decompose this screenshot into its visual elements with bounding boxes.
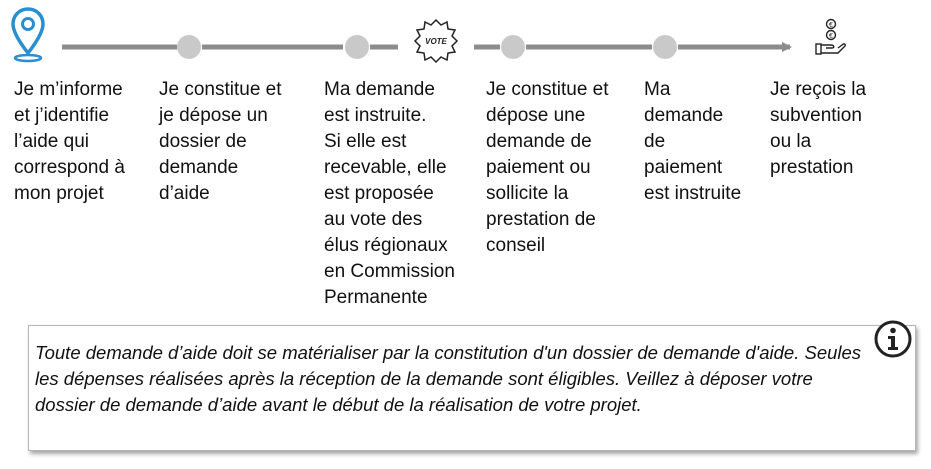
info-box: [28, 325, 916, 451]
vote-badge-icon: [415, 20, 457, 62]
hand-coins-icon: [816, 20, 845, 55]
svg-text:€: €: [829, 33, 833, 40]
info-icon: [873, 319, 913, 359]
step-node: [177, 35, 201, 59]
info-text: Toute demande d’aide doit se matérialiser par la constitution d'un dossier de demande d'aide. Seules les dépenses réalisées après la réception de la demande sont éligibles. Veillez à déposer votre dossier de demande d’aide avant le début de la réalisation de votre projet.: [35, 342, 862, 415]
timeline: [0, 0, 931, 75]
step-text-payment-request: Je constitue et dépose une demande de paiement ou sollicite la prestation de conseil: [486, 79, 609, 256]
vote-badge-label: VOTE: [425, 37, 447, 46]
step-text-payment-instruction: Ma demande de paiement est instruite: [644, 79, 742, 204]
step-node: [345, 35, 369, 59]
step-node: [501, 35, 525, 59]
location-pin-icon: [13, 9, 43, 61]
step-text-constitute-file: Je constitue et je dépose un dossier de demande d’aide: [159, 79, 282, 204]
svg-text:€: €: [829, 22, 833, 29]
step-node: [653, 35, 677, 59]
step-text-instruction-vote: Ma demande est instruite. Si elle est recevable, elle est proposée au vote des élus régionaux en Commission Permanente: [324, 79, 455, 308]
step-text-receive: Je reçois la subvention ou la prestation: [770, 79, 867, 178]
step-text-inform: Je m’informe et j’identifie l’aide qui correspond à mon projet: [14, 79, 125, 204]
